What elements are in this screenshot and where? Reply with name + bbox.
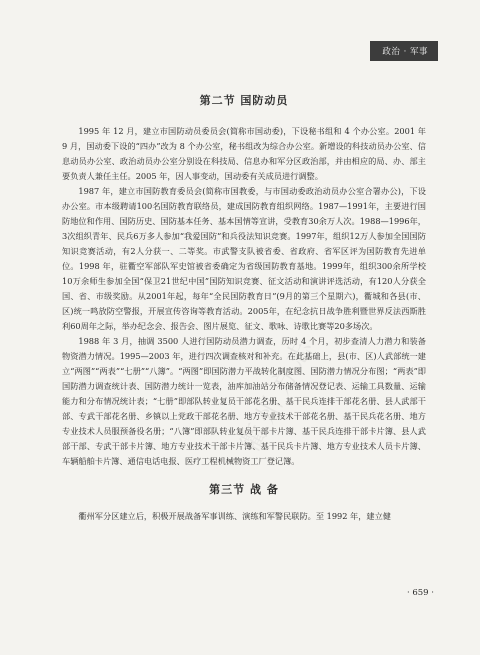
watermark: 衢州方志 [235,329,322,457]
page-number: · 659 · [406,588,434,598]
section-title-national-defense-mobilization: 第二节 国防动员 [199,94,289,107]
section-title-combat-readiness: 第三节 战 备 [209,483,279,496]
paragraph: 1987 年，建立市国防教育委员会(简称市国教委，与市国动委政治动员办公室合署办公)，下设办公室。市本级聘请100名国防教育联络员，建成国防教育组织网络。1987—1991年，主要进行国防地位和作用、国防历史、国防基本任务、基本国情等宣讲，受教育30余万人次。1988—1996年，3次组织青年、民兵6万多人参加“我爱国防”和兵役法知识竞赛。1997年，组织12万人参加全国国防知识竞赛活动，有2人分获一、二等奖。市武警支队被省委、省政府、省军区评为国防教育先进单位。1998 年，驻衢空军部队军史馆被省委确定为省级国防教育基地。1999年，组织300余所学校10万余师生参加全国“保卫21世纪中国”国防知识竞赛、征文活动和演讲评选活动，有120人分获全国、省、市级奖励。从2001年起，每年“全民国防教育日”(9月的第三个星期六)，衢城和各县(市、区)统一鸣放防空警报，开展宣传咨询等教育活动。2005年，在纪念抗日战争胜利暨世界反法西斯胜利60周年之际，举办纪念会、报告会、图片展览、征文、歌咏、诗歌比赛等20多场次。 [62,186,426,331]
paragraph: 衢州军分区建立后，积极开展战备军事训练、演练和军警民联防。至 1992 年，建立健 [78,511,391,521]
section-header-tab: 政治 · 军事 [370,41,438,61]
paragraph: 1988 年 3 月，抽调 3500 人进行国防动员潜力调查，历时 4 个月，初步查清人力潜力和装备物资潜力情况。1995—2003 年，进行四次调查核对和补充。在此基础上，县(市、区)人武部统一建立“两图”“两表”“七册”“八簿”。“两图”即国防潜力平战转化制度图、国防潜力情况分布图；“两表”即国防潜力调查统计表、国防潜力统计一览表，油库加油站分布储备情况登记表、运输工具数量、运输能力和分布情况统计表；“七册”即部队转业复员干部花名册、基干民兵连排干部花名册、县人武部干部、专武干部花名册、乡镇以上党政干部花名册、地方专业技术干部花名册、基干民兵花名册、地方专业技术人员服预备役名册；“八簿”即部队转业复员干部卡片簿、基干民兵连排干部卡片簿、县人武部干部、专武干部卡片簿、地方专业技术干部卡片簿、基干民兵卡片簿、地方专业技术人员卡片簿、车辆船舶卡片簿、通信电话电报、医疗工程机械物资工厂登记簿。 [62,336,426,466]
page-content [62,92,426,524]
paragraph: 1995 年 12 月，建立市国防动员委员会(简称市国动委)，下设秘书组和 4 个办公室。2001 年 9 月，国动委下设的“四办”改为 8 个办公室，秘书组改为综合办公室。新增设的科技动员办公室、信息动员办公室、政治动员办公室分别设在科技局、信息办和军分区政治部，并由相应的局、办、部主要负责人兼任主任。2005 年，因人事变动，国动委有关成员进行调整。 [62,126,426,181]
